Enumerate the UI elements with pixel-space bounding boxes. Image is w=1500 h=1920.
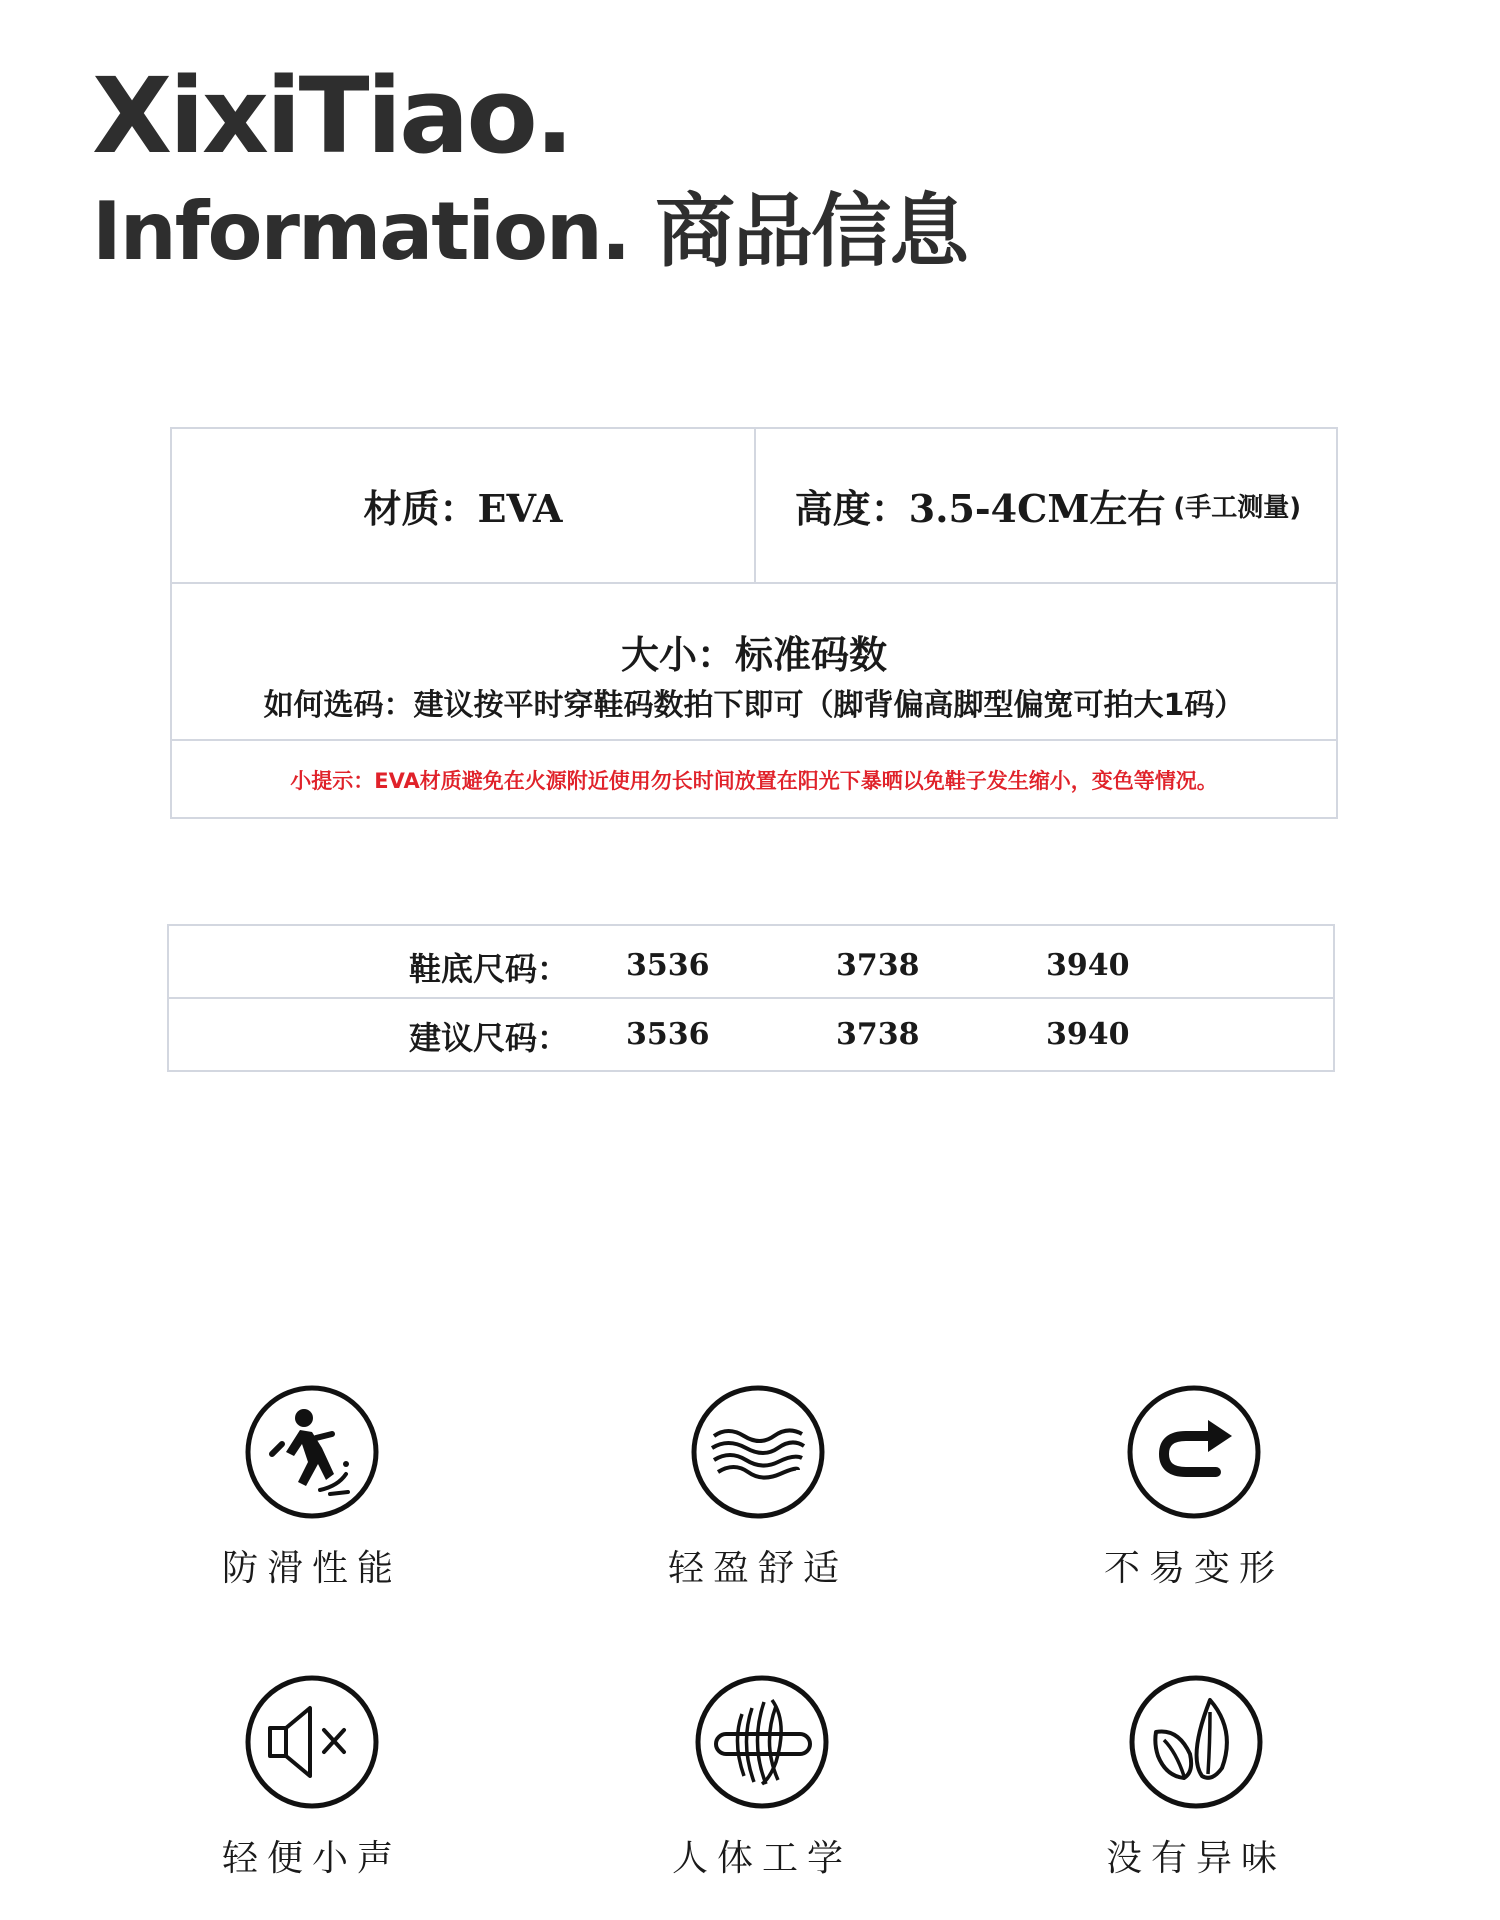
slip-icon — [242, 1382, 382, 1522]
info-row-size — [172, 584, 1336, 741]
feature-no-deform — [1044, 1382, 1344, 1591]
size-row-suggested — [169, 1003, 1333, 1063]
size-value: 3940 — [1046, 1017, 1130, 1052]
feature-ergonomic — [612, 1672, 912, 1881]
feature-label: 轻便小声 — [221, 1838, 402, 1879]
feature-no-odor — [1046, 1672, 1346, 1881]
size-value: 3940 — [1046, 948, 1130, 983]
info-row-material-height — [172, 429, 1336, 584]
feature-label: 不易变形 — [1103, 1548, 1284, 1589]
feature-label: 轻盈舒适 — [667, 1548, 848, 1589]
size-table-border-bottom — [169, 1070, 1333, 1072]
feature-quiet — [162, 1672, 462, 1881]
height-text: 高度：3.5-4CM左右 — [794, 486, 1166, 531]
size-table — [167, 924, 1335, 1072]
size-value: 3536 — [626, 1017, 710, 1052]
size-advice: 如何选码：建议按平时穿鞋码数拍下即可（脚背偏高脚型偏宽可拍大1码） — [263, 688, 1245, 723]
size-label: 建议尺码： — [409, 1019, 570, 1057]
wave-icon — [688, 1382, 828, 1522]
feature-anti-slip — [162, 1382, 462, 1591]
care-tip: 小提示：EVA材质避免在火源附近使用勿长时间放置在阳光下暴晒以免鞋子发生缩小，变色等情况。 — [290, 769, 1218, 793]
ergonomic-icon — [692, 1672, 832, 1812]
material-text: 材质：EVA — [363, 486, 563, 531]
brand-title: XixiTiao. — [92, 55, 572, 177]
feature-label: 防滑性能 — [221, 1548, 402, 1589]
size-value: 3738 — [836, 948, 920, 983]
feature-label: 人体工学 — [671, 1838, 852, 1879]
size-row-sole — [169, 934, 1333, 994]
size-value: 3738 — [836, 1017, 920, 1052]
feature-label: 没有异味 — [1105, 1838, 1286, 1879]
page-headline: Information. 商品信息 — [92, 185, 968, 278]
product-info-table — [170, 427, 1338, 819]
return-arrow-icon — [1124, 1382, 1264, 1522]
size-table-divider — [169, 997, 1333, 999]
size-table-border-top — [169, 924, 1333, 926]
size-label: 鞋底尺码： — [409, 950, 570, 988]
feature-light-comfort — [608, 1382, 908, 1591]
leaf-icon — [1126, 1672, 1266, 1812]
material-cell — [172, 429, 756, 582]
size-title: 大小：标准码数 — [620, 633, 887, 677]
height-note: (手工测量) — [1173, 493, 1302, 523]
mute-speaker-icon — [242, 1672, 382, 1812]
size-value: 3536 — [626, 948, 710, 983]
height-cell — [756, 429, 1340, 582]
info-row-tip — [172, 741, 1336, 819]
